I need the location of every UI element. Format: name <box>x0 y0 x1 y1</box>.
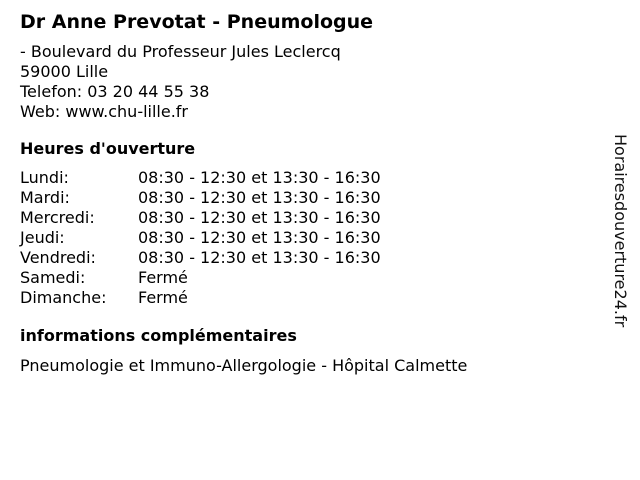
hours-time: 08:30 - 12:30 et 13:30 - 16:30 <box>138 168 381 187</box>
hours-day: Vendredi: <box>20 248 96 267</box>
address-web: Web: www.chu-lille.fr <box>20 102 189 121</box>
hours-day: Dimanche: <box>20 288 107 307</box>
hours-time: 08:30 - 12:30 et 13:30 - 16:30 <box>138 208 381 227</box>
hours-time: 08:30 - 12:30 et 13:30 - 16:30 <box>138 248 381 267</box>
address-street: - Boulevard du Professeur Jules Leclercq <box>20 42 341 61</box>
hours-day: Mardi: <box>20 188 70 207</box>
hours-row-saturday <box>20 268 600 288</box>
page-content <box>20 8 600 377</box>
hours-row-friday <box>20 248 600 268</box>
hours-day: Jeudi: <box>20 228 65 247</box>
hours-row-monday <box>20 168 600 188</box>
address-block <box>20 42 600 122</box>
hours-time: 08:30 - 12:30 et 13:30 - 16:30 <box>138 188 381 207</box>
hours-day: Samedi: <box>20 268 86 287</box>
hours-time: Fermé <box>138 268 188 287</box>
hours-day: Lundi: <box>20 168 69 187</box>
address-phone: Telefon: 03 20 44 55 38 <box>20 82 210 101</box>
site-watermark: Horairesdouverture24.fr <box>611 134 630 328</box>
hours-time: Fermé <box>138 288 188 307</box>
page-title: Dr Anne Prevotat - Pneumologue <box>20 11 374 33</box>
additional-info-text: Pneumologie et Immuno-Allergologie - Hôpital Calmette <box>20 356 468 375</box>
opening-hours-table <box>20 168 600 308</box>
hours-row-sunday <box>20 288 600 308</box>
hours-day: Mercredi: <box>20 208 95 227</box>
hours-row-tuesday <box>20 188 600 208</box>
address-city: 59000 Lille <box>20 62 109 81</box>
hours-row-wednesday <box>20 208 600 228</box>
hours-row-thursday <box>20 228 600 248</box>
opening-hours-heading: Heures d'ouverture <box>20 139 196 158</box>
additional-info-heading: informations complémentaires <box>20 326 297 345</box>
hours-time: 08:30 - 12:30 et 13:30 - 16:30 <box>138 228 381 247</box>
